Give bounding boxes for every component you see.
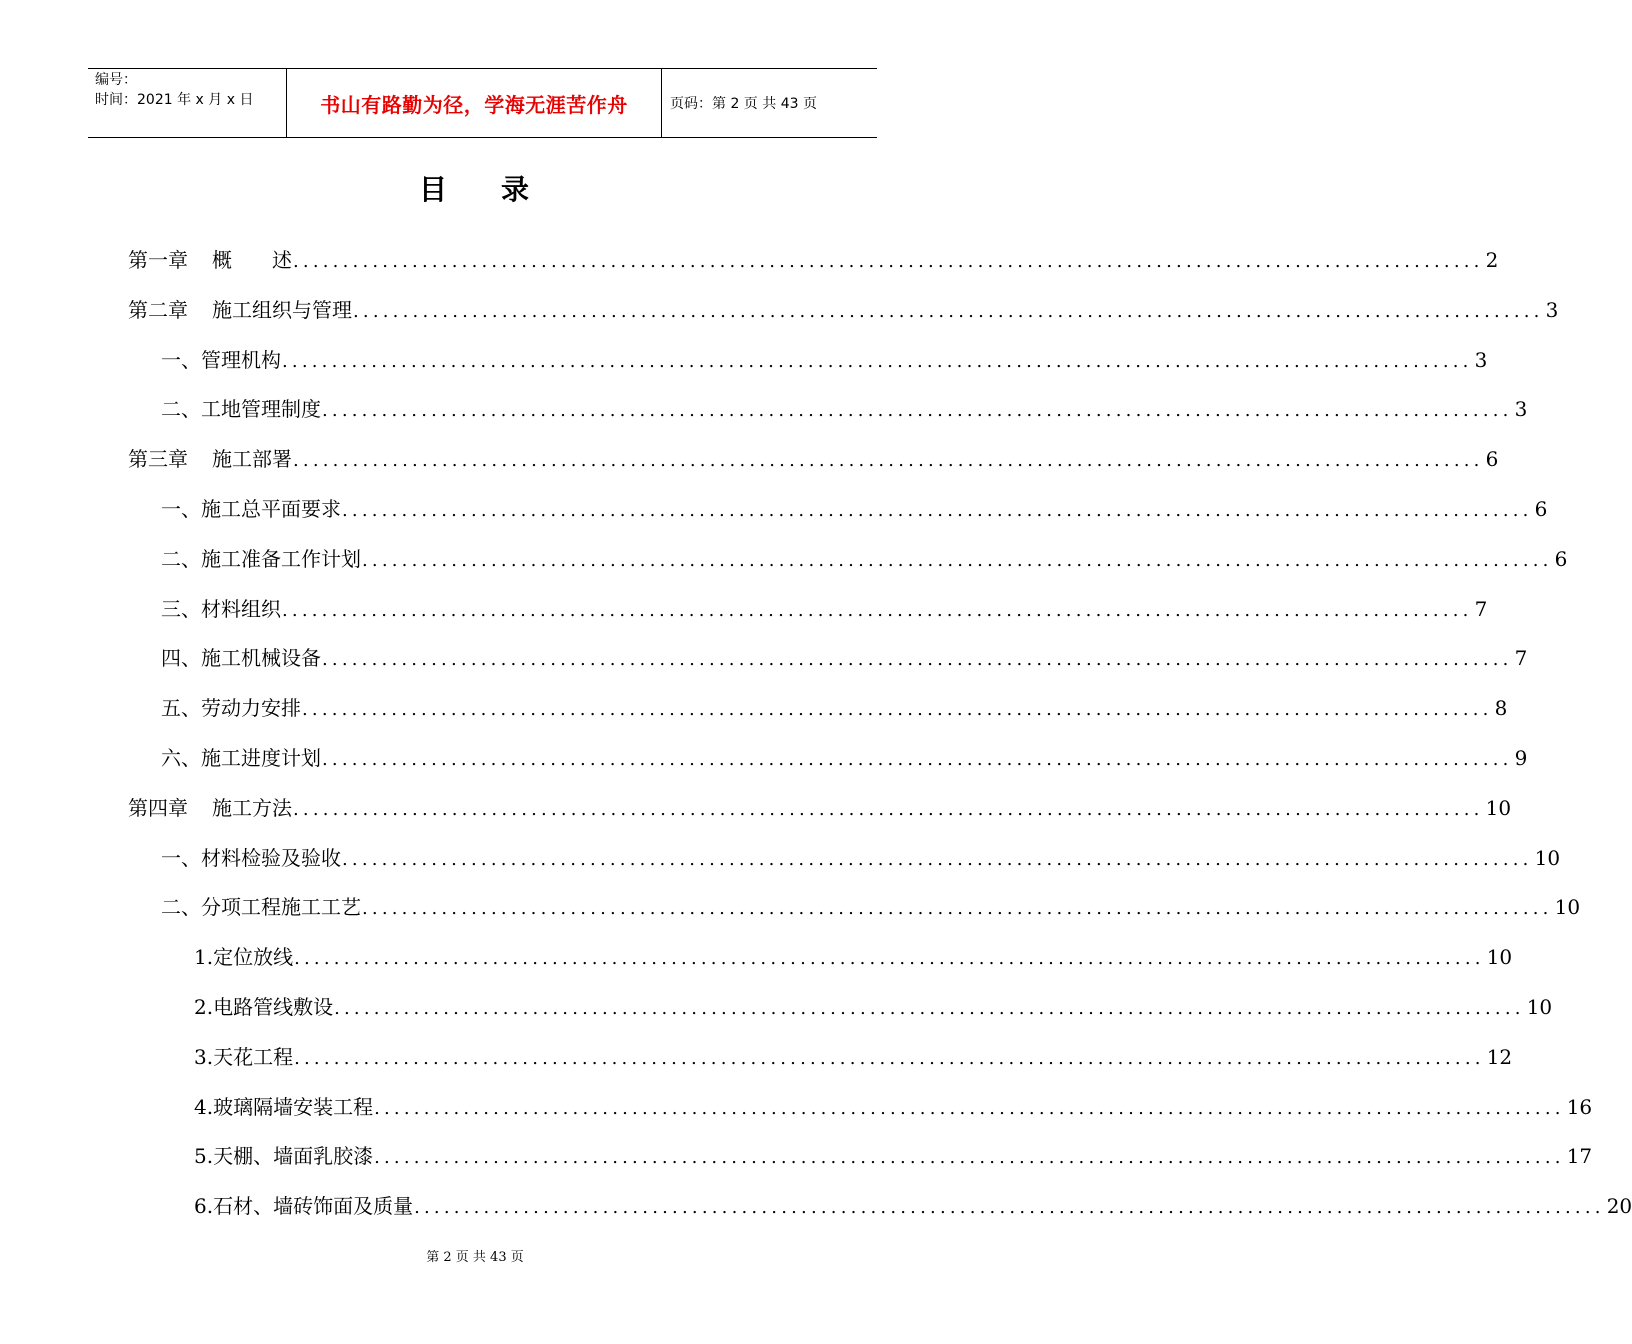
toc-dot-leader: ........................................................................................................................ — [362, 549, 1553, 571]
toc-entry[interactable] — [128, 243, 1499, 277]
toc-entry-label — [194, 990, 333, 1024]
toc-entry-label — [194, 1139, 373, 1173]
toc-dot-leader: ........................................................................................................................ — [414, 1197, 1605, 1219]
toc-entry-title: 施工方法 — [212, 795, 292, 820]
toc-entry[interactable] — [161, 592, 1488, 626]
toc-entry-label — [161, 592, 281, 626]
toc-entry-label — [161, 890, 361, 924]
toc-entry[interactable] — [194, 940, 1513, 974]
toc-page-number: 17 — [1566, 1144, 1593, 1169]
toc-entry-label — [128, 243, 292, 277]
toc-entry-title: 2.电路管线敷设 — [194, 995, 334, 1019]
toc-dot-leader: ........................................................................................................................ — [342, 848, 1533, 870]
toc-entry[interactable] — [194, 1189, 1632, 1223]
toc-page-number: 3 — [1514, 397, 1528, 422]
page-title — [0, 168, 950, 208]
toc-entry[interactable] — [161, 343, 1488, 377]
title-part-2: 录 — [501, 173, 532, 206]
toc-entry-title: 一、管理机构 — [161, 347, 281, 372]
toc-chapter-number: 第一章 — [128, 248, 188, 272]
toc-entry[interactable] — [128, 791, 1512, 825]
toc-entry-title: 施工组织与管理 — [212, 297, 352, 322]
header-motto: 书山有路勤为径，学海无涯苦作舟 — [287, 69, 662, 137]
toc-page-number: 3 — [1545, 297, 1559, 322]
toc-entry-title: 六、施工进度计划 — [161, 746, 321, 770]
toc-entry-title: 一、施工总平面要求 — [161, 497, 341, 521]
toc-entry[interactable] — [128, 293, 1559, 327]
toc-dot-leader: ........................................................................................................................ — [342, 500, 1533, 521]
toc-entry-label — [161, 841, 341, 875]
toc-dot-leader: ........................................................................................................................ — [362, 898, 1553, 920]
toc-entry-title: 三、材料组织 — [161, 596, 281, 621]
toc-entry[interactable] — [161, 691, 1508, 725]
toc-entry-label — [128, 791, 292, 825]
toc-page-number: 10 — [1485, 795, 1512, 820]
toc-dot-leader: ........................................................................................................................ — [293, 251, 1484, 272]
toc-entry-label — [161, 343, 281, 377]
toc-chapter-number: 第四章 — [128, 795, 188, 820]
title-part-1: 目 — [418, 173, 449, 206]
toc-entry[interactable] — [161, 392, 1528, 426]
toc-chapter-number: 第三章 — [128, 447, 188, 472]
toc-dot-leader: ........................................................................................................................ — [282, 599, 1473, 621]
toc-dot-leader: ........................................................................................................................ — [322, 400, 1513, 422]
toc-entry-label — [161, 641, 321, 675]
toc-entry-title: 1.定位放线 — [194, 945, 294, 970]
toc-entry[interactable] — [161, 641, 1528, 675]
toc-entry-title: 4.玻璃隔墙安装工程 — [194, 1094, 374, 1119]
number-label: 编号： — [95, 72, 137, 88]
toc-entry[interactable] — [161, 542, 1568, 576]
toc-page-number: 7 — [1474, 596, 1488, 621]
toc-page-number: 7 — [1514, 646, 1528, 671]
toc-page-number: 10 — [1526, 995, 1553, 1019]
toc-entry-title: 二、施工准备工作计划 — [161, 546, 361, 571]
toc-dot-leader: ........................................................................................................................ — [293, 450, 1484, 472]
page-header — [88, 68, 877, 138]
toc-entry[interactable] — [194, 990, 1553, 1024]
toc-dot-leader: ........................................................................................................................ — [353, 300, 1544, 322]
toc-page-number: 6 — [1554, 546, 1568, 571]
header-page-info: 页码：第 2 页 共 43 页 — [670, 96, 817, 112]
toc-entry-title: 四、施工机械设备 — [161, 646, 321, 671]
toc-entry-label — [194, 940, 293, 974]
toc-page-number: 20 — [1606, 1194, 1632, 1219]
toc-entry-label — [161, 542, 361, 576]
toc-dot-leader: ........................................................................................................................ — [334, 998, 1525, 1019]
toc-entry-title: 二、分项工程施工工艺 — [161, 895, 361, 920]
toc-entry[interactable] — [128, 442, 1499, 476]
toc-entry-title: 施工部署 — [212, 447, 292, 472]
header-meta — [88, 69, 287, 137]
toc-dot-leader: ........................................................................................................................ — [322, 649, 1513, 671]
toc-entry[interactable] — [161, 841, 1561, 875]
toc-entry-label — [161, 741, 321, 775]
toc-dot-leader: ........................................................................................................................ — [374, 1147, 1565, 1169]
toc-page-number: 3 — [1474, 347, 1488, 372]
toc-entry[interactable] — [194, 1139, 1593, 1173]
toc-page-number: 10 — [1534, 845, 1561, 870]
toc-page-number: 6 — [1534, 497, 1548, 521]
toc-entry-label — [194, 1040, 293, 1074]
toc-entry-label — [161, 492, 341, 526]
toc-page-number: 12 — [1486, 1044, 1513, 1069]
toc-entry-title: 二、工地管理制度 — [161, 397, 321, 422]
toc-entry-title: 5.天棚、墙面乳胶漆 — [194, 1144, 374, 1169]
toc-dot-leader: ........................................................................................................................ — [302, 699, 1493, 721]
toc-entry-title: 一、材料检验及验收 — [161, 845, 341, 870]
toc-page-number: 10 — [1486, 945, 1513, 970]
toc-entry-label — [161, 392, 321, 426]
toc-page-number: 2 — [1485, 248, 1499, 272]
toc-entry-label — [161, 691, 301, 725]
toc-dot-leader: ........................................................................................................................ — [374, 1097, 1565, 1119]
toc-page-number: 10 — [1554, 895, 1581, 920]
toc-page-number: 9 — [1514, 746, 1528, 770]
toc-entry-title: 五、劳动力安排 — [161, 696, 301, 721]
toc-page-number: 6 — [1485, 447, 1499, 472]
toc-entry-title: 6.石材、墙砖饰面及质量 — [194, 1194, 414, 1219]
toc-entry[interactable] — [161, 741, 1528, 775]
toc-entry[interactable] — [194, 1090, 1593, 1124]
toc-entry[interactable] — [194, 1040, 1513, 1074]
toc-entry-label — [194, 1189, 413, 1223]
toc-entry-title: 3.天花工程 — [194, 1044, 294, 1069]
toc-page-number: 8 — [1494, 696, 1508, 721]
toc-entry-label — [128, 442, 292, 476]
toc-entry-label — [194, 1090, 373, 1124]
toc-chapter-number: 第二章 — [128, 297, 188, 322]
toc-entry-title: 概 述 — [212, 248, 292, 272]
toc-dot-leader: ........................................................................................................................ — [282, 350, 1473, 372]
toc-entry[interactable] — [161, 492, 1548, 526]
toc-dot-leader: ........................................................................................................................ — [294, 948, 1485, 970]
toc-dot-leader: ........................................................................................................................ — [322, 749, 1513, 770]
toc-entry[interactable] — [161, 890, 1581, 924]
toc-dot-leader: ........................................................................................................................ — [294, 1047, 1485, 1069]
toc-entry-label — [128, 293, 352, 327]
toc-dot-leader: ........................................................................................................................ — [293, 798, 1484, 820]
page-footer: 第 2 页 共 43 页 — [426, 1250, 524, 1265]
time-label: 时间：2021 年 x 月 x 日 — [95, 92, 254, 108]
toc-page-number: 16 — [1566, 1094, 1593, 1119]
